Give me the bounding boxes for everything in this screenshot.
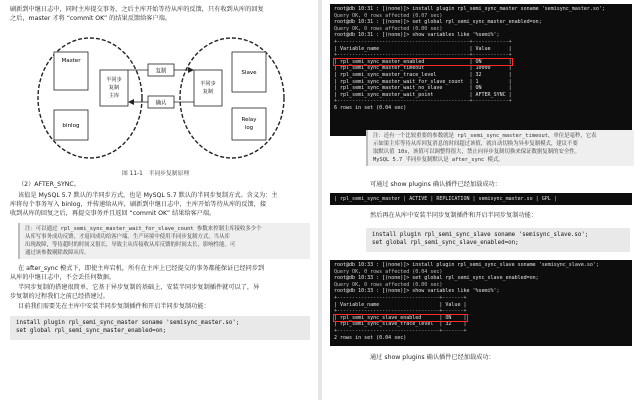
terminal-2 <box>330 193 632 205</box>
term3-table-header: | Variable_name | Value | <box>334 301 467 308</box>
left-top-line-1: 刷新到中继日志中，同时主库提交事务，之后主库开始等待从库的反馈，只有收到从库的回复 <box>10 6 264 13</box>
term1-row-6: | rpl_semi_sync_master_wait_point | AFTER_SYNC | <box>334 91 512 98</box>
note1-line-1: 注：可以通过 rpl_semi_sync_master_wait_for_slave_count 参数来控制主库接收多少个 <box>25 226 262 232</box>
term3-table-border-2: +----------------------------------+-------+ <box>334 308 467 315</box>
para2-line-5: 目前我们需要先在主库中安装半同步复制插件和开启半同步复制功能： <box>18 303 210 310</box>
para1-line-1: 该值是 MySQL 5.7 默认的半同步方式，也是 MySQL 5.7 默认的半同步复制方式。含义为：主 <box>18 192 278 199</box>
note1-line-2: 从库写事务成功反馈，才返回成功给客户端。生产环境中使用半同步复制方式，当从库 <box>25 234 230 240</box>
note2-line-3: 取默认值 10s，该值可以调整得很大，禁止向异步复制切换来保证数据复制的安全性。 <box>373 149 581 155</box>
copy-label: 复制 <box>155 68 167 75</box>
para2-line-4: 步复制的过程我们之前已经搭建过。 <box>10 293 109 300</box>
term1-row-1: | rpl_semi_sync_master_enabled | ON | <box>334 58 512 65</box>
term3-row-2: | rpl_semi_sync_slave_trace_level | 32 | <box>334 321 467 328</box>
term3-line-1: root@db 10:33 : [(none)]> install plugin rpl_semi_sync_slave soname 'semisync_slave.so'; <box>334 262 599 268</box>
note2-line-2: 示如果主库等待从库回复消息的时间超过该值，就自动切换为异步复制模式，建议不要 <box>373 141 578 147</box>
term1-row-3-value: 32 <box>475 71 482 78</box>
para1-line-3: 收到从库的回复之后，再提交事务并且返回 “commit OK” 结果给客户端。 <box>10 210 216 217</box>
relay-box <box>232 108 266 140</box>
term1-row-5: | rpl_semi_sync_master_wait_no_slave | ON | <box>334 85 512 92</box>
term1-row-4-name: rpl_semi_sync_master_wait_for_slave_count <box>340 78 464 85</box>
term3-header-col-2: Value <box>445 301 461 308</box>
note1-line-4: 通过该参数剔除故障从库。 <box>25 250 90 256</box>
term3-header-col-1: Variable_name <box>340 301 380 308</box>
term3-line-7: root@db 10:33 : [(none)]> show variables like '%semi%'; <box>334 288 500 295</box>
ack-label: 确认 <box>155 100 167 107</box>
term1-row-6-name: rpl_semi_sync_master_wait_point <box>340 91 434 98</box>
term1-table-header: | Variable_name | Value | <box>334 45 512 52</box>
term1-line-2: Query OK, 0 rows affected (0.07 sec) <box>334 12 443 19</box>
figure-caption: 图 11-1 半同步复制原理 <box>122 171 190 177</box>
semi-master-line-2: 复制 <box>108 85 120 91</box>
note2-line-1: 注：还有一个比较重要的参数就是 rpl_semi_sync_master_timeout，单位是毫秒，它表 <box>373 133 597 139</box>
term3-line-4: root@db 10:33 : [(none)]> set global rpl_semi_sync_slave_enabled=on; <box>334 275 539 282</box>
code2-line-1: install plugin rpl_semi_sync_slave soname 'semisync_slave.so'; <box>372 232 589 238</box>
term2-line: | rpl_semi_sync_master | ACTIVE | REPLICATION | semisync_master.so | GPL | <box>334 196 557 202</box>
term1-row-5-name: rpl_semi_sync_master_wait_no_slave <box>340 85 443 92</box>
note-box-2 <box>366 130 634 166</box>
term3-footer: 2 rows in set (0.04 sec) <box>334 334 407 341</box>
term1-table-border: +--------------------------------------------+------------+ <box>334 38 512 45</box>
code1-line-2: set global rpl_semi_sync_master_enabled=on; <box>16 328 167 334</box>
term1-line-4: root@db 10:31 : [(none)]> set global rpl_semi_sync_master_enabled=on; <box>334 19 542 26</box>
para2-line-1: 在 after_sync 模式下，即使主库宕机，所有在主库上已经提交的事务都能保证已经同步到 <box>18 265 265 272</box>
term3-row-1: | rpl_semi_sync_slave_enabled | ON | <box>334 314 467 321</box>
term3-row-2-name: rpl_semi_sync_slave_trace_level <box>340 321 434 328</box>
semi-slave-box <box>194 70 222 106</box>
code-block-1 <box>10 316 310 340</box>
term1-line-7: root@db 10:31 : [(none)]> show variables like '%semi%'; <box>334 32 500 39</box>
term3-table-border-3: +----------------------------------+-------+ <box>334 327 467 334</box>
term3-line-5: Query OK, 0 rows affected (0.00 sec) <box>334 281 443 288</box>
semi-slave-line-2: 复制 <box>202 89 214 95</box>
term1-row-2-value: 10000 <box>475 65 491 72</box>
note-box-1 <box>18 223 310 259</box>
relay-line-1: Relay <box>241 117 257 123</box>
term1-row-1-name: rpl_semi_sync_master_enabled <box>340 58 425 65</box>
code-block-2 <box>366 228 630 252</box>
term1-row-4: | rpl_semi_sync_master_wait_for_slave_count | 1 | <box>334 78 512 85</box>
para1-line-2: 库将每个事务写入 binlog，并传递给从库，刷新到中继日志中，主库开始等待从库的反馈，接 <box>10 201 267 208</box>
term1-row-2-name: rpl_semi_sync_master_timeout <box>340 65 425 72</box>
slave-label: Slave <box>241 70 257 76</box>
master-label: Master <box>61 58 81 64</box>
para2-line-2: 从库的中继日志中，不会丢任何数据。 <box>10 274 116 281</box>
caption-show-plugins-1: 可通过 show plugins 确认插件已经加载成功： <box>370 181 501 188</box>
term1-row-5-value: ON <box>475 85 482 92</box>
caption-slave-install: 然后再在从库中安装半同步复制插件和开启半同步复制功能： <box>370 212 538 219</box>
term1-row-2: | rpl_semi_sync_master_timeout | 10000 | <box>334 65 512 72</box>
term1-table-border-2: +--------------------------------------------+------------+ <box>334 52 512 59</box>
term1-header-col-2: Value <box>475 45 491 52</box>
term3-row-2-value: 32 <box>445 321 452 328</box>
terminal-1 <box>330 4 632 136</box>
term3-row-1-name: rpl_semi_sync_slave_enabled <box>340 314 422 321</box>
code2-line-2: set global rpl_semi_sync_slave_enabled=on; <box>372 240 519 246</box>
caption-show-plugins-2: 通过 show plugins 确认插件已经加载成功： <box>370 354 495 361</box>
term3-row-1-value: ON <box>445 314 452 321</box>
right-page <box>322 0 640 400</box>
semi-master-line-1: 半同步 <box>106 77 122 83</box>
term1-row-6-value: AFTER_SYNC <box>475 91 506 98</box>
para2-line-3: 半同步复制的搭建很简单，它基于异步复制的基础上，安装半同步复制插件就可以了，异 <box>18 284 260 291</box>
term1-table-border-3: +--------------------------------------------+------------+ <box>334 98 512 105</box>
term1-row-3-name: rpl_semi_sync_master_trace_level <box>340 71 437 78</box>
binlog-label: binlog <box>62 123 80 129</box>
terminal-3 <box>330 260 632 346</box>
term1-line-1: root@db 10:31 : [(none)]> install plugin rpl_semi_sync_master soname 'semisync_master.so'; <box>334 6 605 12</box>
term1-footer: 6 rows in set (0.04 sec) <box>334 104 407 111</box>
term1-header-col-1: Variable_name <box>340 45 380 52</box>
relay-line-2: log <box>244 125 254 131</box>
note1-line-3: 出现故障，等待超时的时间又很长，导致主从库接收从库反馈的时间太长，影响性能。可 <box>25 242 236 248</box>
term1-row-1-value: ON <box>475 58 482 65</box>
term1-line-5: Query OK, 0 rows affected (0.00 sec) <box>334 25 443 32</box>
section-heading: （2）AFTER_SYNC。 <box>18 181 80 188</box>
term1-row-4-value: 1 <box>475 78 479 85</box>
left-top-line-2: 之后，master 才将 “commit OK” 的结果反馈给客户端。 <box>10 15 172 22</box>
semi-sync-diagram <box>20 30 300 166</box>
term3-table-border: +----------------------------------+-------+ <box>334 294 467 301</box>
code1-line-1: install plugin rpl_semi_sync_master soname 'semisync_master.so'; <box>16 320 240 326</box>
semi-master-line-3: 主库 <box>108 93 120 99</box>
semi-slave-line-1: 半同步 <box>200 81 216 87</box>
term1-row-3: | rpl_semi_sync_master_trace_level | 32 | <box>334 71 512 78</box>
left-page <box>0 0 318 400</box>
note2-line-4: MySQL 5.7 半同步复制默认是 after_sync 模式。 <box>373 157 504 163</box>
term3-line-2: Query OK, 0 rows affected (0.04 sec) <box>334 268 443 275</box>
